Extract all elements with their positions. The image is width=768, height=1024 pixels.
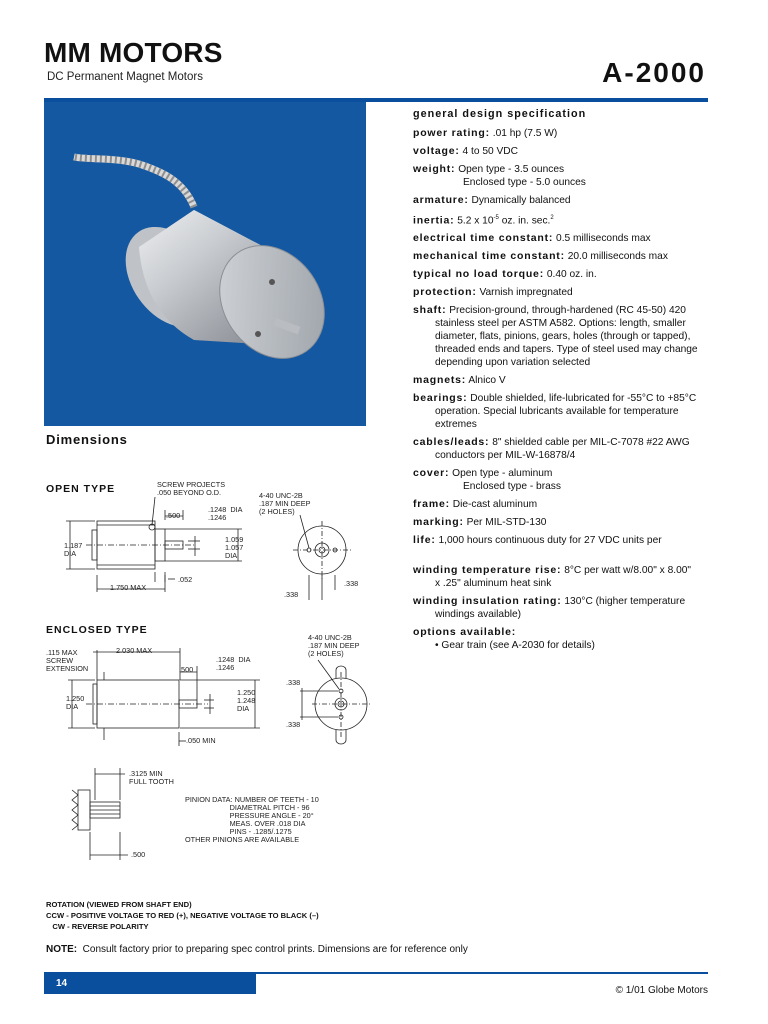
spec-item: bearings: Double shielded, life-lubricated for -55°C to +85°C operation. Special lubricants available for temperature extremes xyxy=(413,392,697,431)
spec-item: voltage: 4 to 50 VDC xyxy=(413,145,518,157)
spec-item: mechanical time constant: 20.0 milliseconds max xyxy=(413,250,668,263)
open-shaft-dia: .1248 DIA .1246 xyxy=(208,505,243,522)
page-number: 14 xyxy=(56,978,68,989)
enclosed-length: 2.030 MAX xyxy=(116,646,153,655)
spec-item: shaft: Precision-ground, through-hardened (RC 45-50) 420 stainless steel per ASTM A582. Options: length, smaller diameter, flats, pinions, gears, holes (through or tapped), threaded ends and tapers. Type of steel used may change depending upon variation selected xyxy=(413,304,698,369)
spec-heading: general design specification xyxy=(413,108,587,120)
open-gap: .052 xyxy=(178,575,193,584)
spec-item: cover: Open type - aluminum Enclosed type - brass xyxy=(413,467,561,493)
spec-item: cables/leads: 8" shielded cable per MIL-C-7078 #22 AWG conductors per MIL-W-16878/4 xyxy=(413,436,690,462)
enclosed-end-dia: 1.250 1.248 DIA xyxy=(237,688,256,713)
dimensions-title: Dimensions xyxy=(46,432,128,447)
enclosed-body-dia: 1.250 DIA xyxy=(66,694,85,711)
enclosed-type-title: ENCLOSED TYPE xyxy=(46,624,148,636)
note-text: Consult factory prior to preparing spec control prints. Dimensions are for reference only xyxy=(77,944,468,955)
pinion-data: PINION DATA: NUMBER OF TEETH - 10 DIAMETRAL PITCH - 96 PRESSURE ANGLE - 20° MEAS. OVER .018 DIA PINS - .1285/.1275 OTHER PINIONS ARE AVAILABLE xyxy=(185,795,319,844)
spec-item: power rating: .01 hp (7.5 W) xyxy=(413,127,558,139)
spec-item: armature: Dynamically balanced xyxy=(413,194,571,206)
spec-item: typical no load torque: 0.40 oz. in. xyxy=(413,268,597,281)
rotation-notes xyxy=(46,899,319,932)
brand-subtitle: DC Permanent Magnet Motors xyxy=(47,71,203,83)
spec-item: marking: Per MIL-STD-130 xyxy=(413,516,547,529)
open-body-dia: 1.187 DIA xyxy=(64,541,83,558)
enclosed-end-offset-a: .338 xyxy=(286,678,301,687)
model-number: A-2000 xyxy=(602,57,706,88)
enclosed-screw-ext: .115 MAX SCREW EXTENSION xyxy=(46,648,89,673)
spec-item: options available: • Gear train (see A-2030 for details) xyxy=(413,626,595,652)
note xyxy=(46,944,468,955)
open-end-offset-b: .338 xyxy=(344,579,359,588)
enclosed-shaft-length: .500 xyxy=(179,665,194,674)
open-end-note: 4-40 UNC-2B .187 MIN DEEP (2 HOLES) xyxy=(259,491,311,516)
spec-item: protection: Varnish impregnated xyxy=(413,286,573,299)
rotation-line-3: CW - REVERSE POLARITY xyxy=(46,922,149,931)
enclosed-min: .050 MIN xyxy=(186,736,216,745)
spec-item: frame: Die-cast aluminum xyxy=(413,498,538,511)
page-number-box xyxy=(44,974,256,994)
open-shaft-length: .500 xyxy=(166,511,181,520)
enclosed-end-note: 4-40 UNC-2B .187 MIN DEEP (2 HOLES) xyxy=(308,633,360,658)
open-end-offset-a: .338 xyxy=(284,590,299,599)
spec-item: inertia: 5.2 x $10^{-5}$ oz. in. sec.$^2$ xyxy=(413,214,554,227)
open-length: 1.750 MAX xyxy=(110,583,147,592)
spec-item: electrical time constant: 0.5 milliseconds max xyxy=(413,232,651,245)
pinion-tooth: .3125 MIN FULL TOOTH xyxy=(129,769,174,786)
open-type-title: OPEN TYPE xyxy=(46,483,116,495)
rotation-line-1: ROTATION (VIEWED FROM SHAFT END) xyxy=(46,900,192,909)
enclosed-end-offset-b: .338 xyxy=(286,720,301,729)
spec-item: magnets: Alnico V xyxy=(413,374,506,387)
spec-item: winding insulation rating: 130°C (higher temperature windings available) xyxy=(413,595,686,621)
spec-item: winding temperature rise: 8°C per watt w/8.00" x 8.00" x .25" aluminum heat sink xyxy=(413,564,692,590)
note-label: NOTE: xyxy=(46,944,78,955)
rotation-line-2: CCW - POSITIVE VOLTAGE TO RED (+), NEGATIVE VOLTAGE TO BLACK (–) xyxy=(46,911,319,920)
enclosed-shaft-dia: .1248 DIA .1246 xyxy=(216,655,251,672)
brand-title: MM MOTORS xyxy=(44,37,223,68)
open-screw-note: SCREW PROJECTS .050 BEYOND O.D. xyxy=(157,480,226,497)
copyright: © 1/01 Globe Motors xyxy=(615,985,708,996)
spec-item: life: 1,000 hours continuous duty for 27 VDC units per xyxy=(413,534,662,547)
open-end-dia: 1.059 1.057 DIA xyxy=(225,535,244,560)
spec-item: weight: Open type - 3.5 ounces Enclosed type - 5.0 ounces xyxy=(413,163,586,188)
pinion-length: .500 xyxy=(131,850,146,859)
